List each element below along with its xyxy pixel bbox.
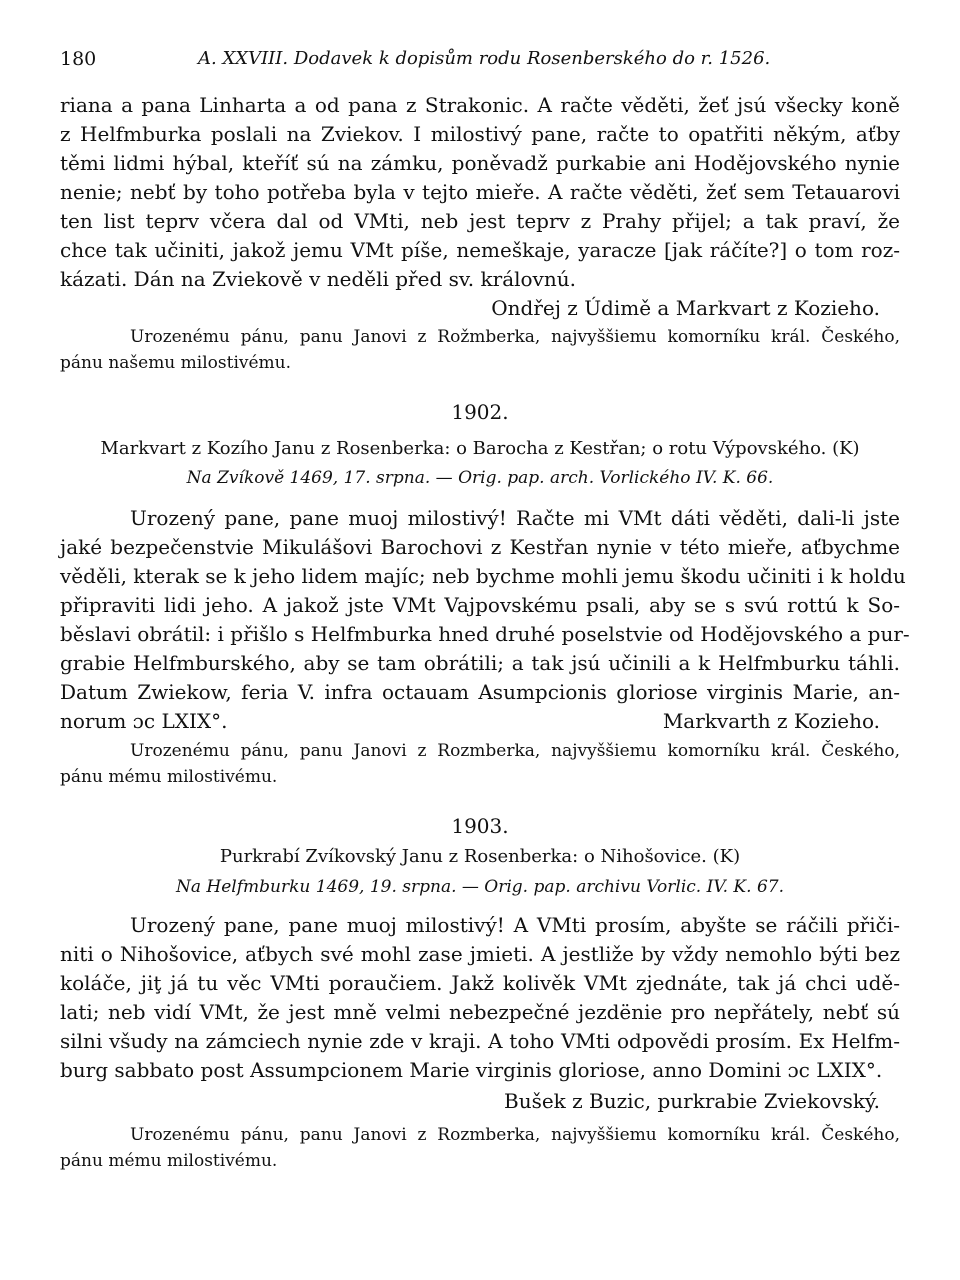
- signature: Markvarth z Kozieho.: [662, 709, 880, 733]
- letter-source: Na Helfmburku 1469, 19. srpna. — Orig. pap. archivu Vorlic. IV. K. 67.: [176, 877, 784, 897]
- letter-number: 1902.: [451, 400, 509, 424]
- text-line: ten list teprv včera dal od VMti, neb jest teprv z Prahy přijel; a tak praví, že: [60, 209, 900, 233]
- address-line: pánu našemu milostivému.: [60, 353, 292, 373]
- address-line: Urozenému pánu, panu Janovi z Rožmberka, najvyššiemu komorníku král. Českého,: [130, 327, 900, 347]
- text-line: nenie; nebť by toho potřeba byla v tejto mieře. A račte věděti, žeť sem Tetauarovi: [60, 180, 900, 204]
- address-line: Urozenému pánu, panu Janovi z Rozmberka, najvyššiemu komorníku král. Českého,: [130, 741, 900, 761]
- text-line: riana a pana Linharta a od pana z Strakonic. A račte věděti, žeť jsú všecky koně: [60, 93, 900, 117]
- text-line: Urozený pane, pane muoj milostivý! A VMti prosím, abyšte se ráčili přiči-: [130, 913, 900, 937]
- text-line: Datum Zwiekow, feria V. infra octauam Asumpcionis gloriose virginis Marie, an-: [60, 680, 900, 704]
- text-line: silni všudy na zámciech nynie zde v kraji. A toho VMti odpovědi prosím. Ex Helfm-: [60, 1029, 900, 1053]
- text-line: grabie Helfmburského, aby se tam obrátili; a tak jsú učinili a k Helfmburku táhli.: [60, 651, 900, 675]
- letter-heading: Markvart z Kozího Janu z Rosenberka: o Barocha z Kestřan; o rotu Výpovského. (K): [100, 438, 860, 459]
- text-line: norum ɔc LXIX°.: [60, 709, 228, 733]
- letter-number: 1903.: [451, 814, 509, 838]
- address-line: Urozenému pánu, panu Janovi z Rozmberka, najvyššiemu komorníku král. Českého,: [130, 1125, 900, 1145]
- running-title: A. XXVIII. Dodavek k dopisům rodu Rosenberského do r. 1526.: [198, 48, 771, 69]
- text-line: lati; neb vidí VMt, že jest mně velmi nebezpečné jezdënie pro nepřátely, nebť sú: [60, 1000, 900, 1024]
- signature: Ondřej z Údimě a Markvart z Kozieho.: [491, 296, 880, 320]
- text-line: koláče, jiţ já tu věc VMti poraučiem. Jakž kolivěk VMt zjednáte, tak já chci udě-: [60, 971, 900, 995]
- letter-source: Na Zvíkově 1469, 17. srpna. — Orig. pap. arch. Vorlického IV. K. 66.: [186, 468, 774, 488]
- address-line: pánu mému milostivému.: [60, 767, 278, 787]
- text-line: běslavi obrátil: i přišlo s Helfmburka hned druhé poselstvie od Hodějovského a pur-: [60, 622, 910, 646]
- text-line: věděli, kterak se k jeho lidem majíc; neb bychme mohli jemu škodu učiniti i k holdu: [60, 564, 906, 588]
- text-line: burg sabbato post Assumpcionem Marie virginis gloriose, anno Domini ɔc LXIX°.: [60, 1058, 883, 1082]
- text-line: jaké bezpečenstvie Mikulášovi Barochovi z Kestřan nynie v této mieře, aťbychme: [60, 535, 900, 559]
- address-line: pánu mému milostivému.: [60, 1151, 278, 1171]
- text-line: niti o Nihošovice, aťbych své mohl zase jmieti. A jestliže by vždy nemohlo býti bez: [60, 942, 900, 966]
- text-line: z Helfmburka poslali na Zviekov. I milostivý pane, račte to opatřiti někým, aťby: [60, 122, 900, 146]
- text-line: chce tak učiniti, jakož jemu VMt píše, nemeškaje, yaracze [jak ráčíte?] o tom roz-: [60, 238, 900, 262]
- signature: Bušek z Buzic, purkrabie Zviekovský.: [504, 1089, 880, 1113]
- text-line: kázati. Dán na Zviekově v neděli před sv. královnú.: [60, 267, 576, 291]
- text-line: těmi lidmi hýbal, kteříť sú na zámku, poněvadž purkabie ani Hodějovského nynie: [60, 151, 900, 175]
- text-line: Urozený pane, pane muoj milostivý! Račte mi VMt dáti věděti, dali-li jste: [130, 506, 900, 530]
- page-header: [60, 48, 900, 72]
- text-line: připraviti lidi jeho. A jakož jste VMt Vajpovskému psali, aby se s svú rottú k So-: [60, 593, 900, 617]
- page-number: 180: [60, 48, 97, 70]
- letter-heading: Purkrabí Zvíkovský Janu z Rosenberka: o Nihošovice. (K): [219, 846, 741, 867]
